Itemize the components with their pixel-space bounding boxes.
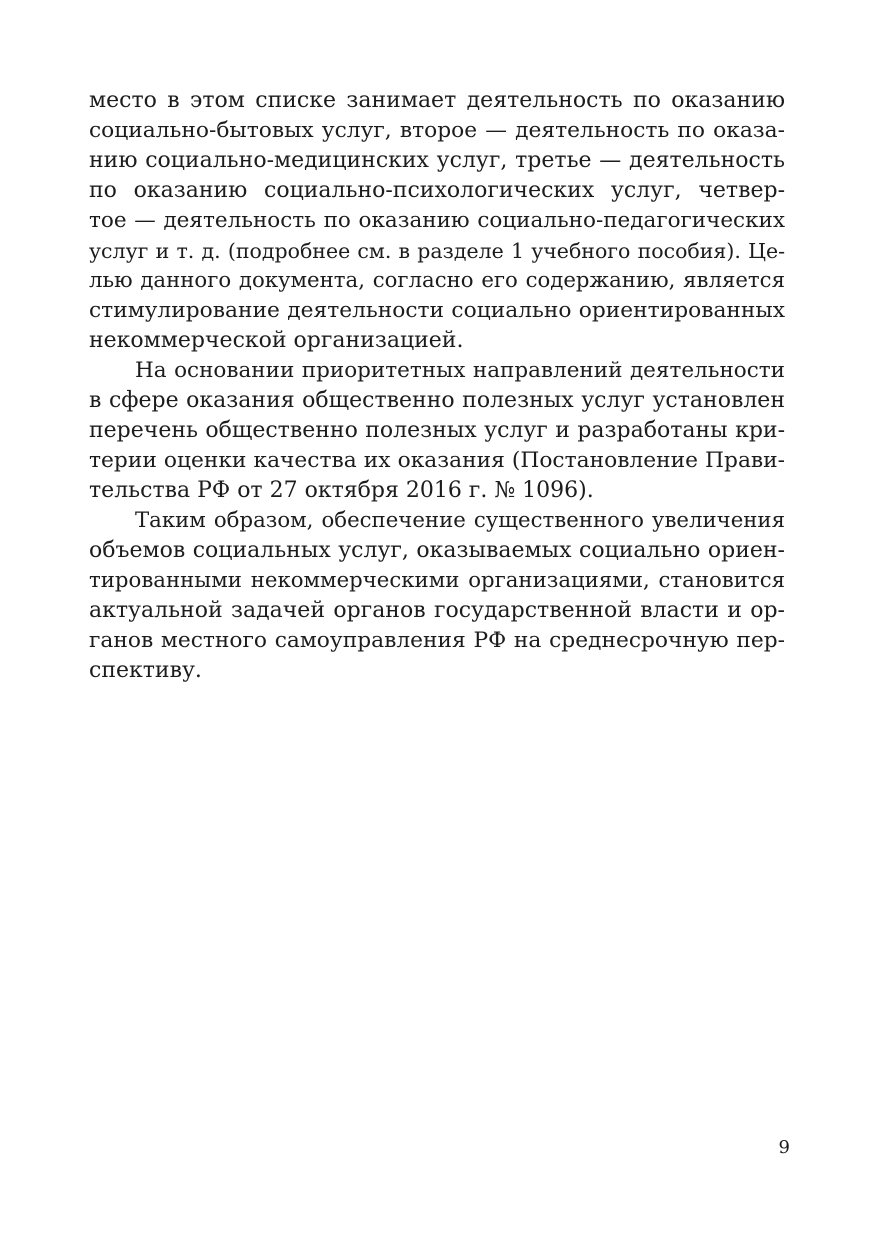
text-line: место в этом списке занимает деятельность по оказанию [89, 88, 785, 113]
text-line: по оказанию социально-психологических услуг, четвер- [89, 178, 785, 203]
text-line: перечень общественно полезных услуг и разработаны кри- [89, 418, 785, 443]
text-line: тельства РФ от 27 октября 2016 г. № 1096). [89, 478, 594, 503]
text-line: социально-бытовых услуг, второе — деятельность по оказа- [89, 118, 785, 143]
paragraph [89, 86, 785, 356]
text-line: тое — деятельность по оказанию социально-педагогических [89, 208, 785, 233]
paragraph [89, 506, 785, 686]
text-line: объемов социальных услуг, оказываемых социально ориен- [89, 538, 785, 563]
text-line: услуг и т. д. (подробнее см. в разделе 1 учебного пособия). Це- [89, 239, 785, 263]
body-text [89, 86, 785, 686]
text-line: Таким образом, обеспечение существенного увеличения [135, 508, 785, 533]
text-line: в сфере оказания общественно полезных услуг установлен [89, 388, 785, 413]
text-line: некоммерческой организацией. [89, 328, 464, 353]
page-number: 9 [778, 1137, 790, 1158]
text-line: ганов местного самоуправления РФ на среднесрочную пер- [89, 628, 785, 653]
paragraph [89, 356, 785, 506]
text-line: актуальной задачей органов государственной власти и ор- [89, 598, 785, 623]
text-line: терии оценки качества их оказания (Постановление Прави- [89, 448, 785, 473]
text-line: стимулирование деятельности социально ориентированных [89, 298, 785, 323]
text-line: спективу. [89, 658, 202, 683]
text-line: лью данного документа, согласно его содержанию, является [89, 268, 785, 293]
text-line: нию социально-медицинских услуг, третье — деятельность [89, 148, 785, 173]
text-line: На основании приоритетных направлений деятельности [135, 358, 785, 383]
text-line: тированными некоммерческими организациями, становится [89, 568, 785, 593]
